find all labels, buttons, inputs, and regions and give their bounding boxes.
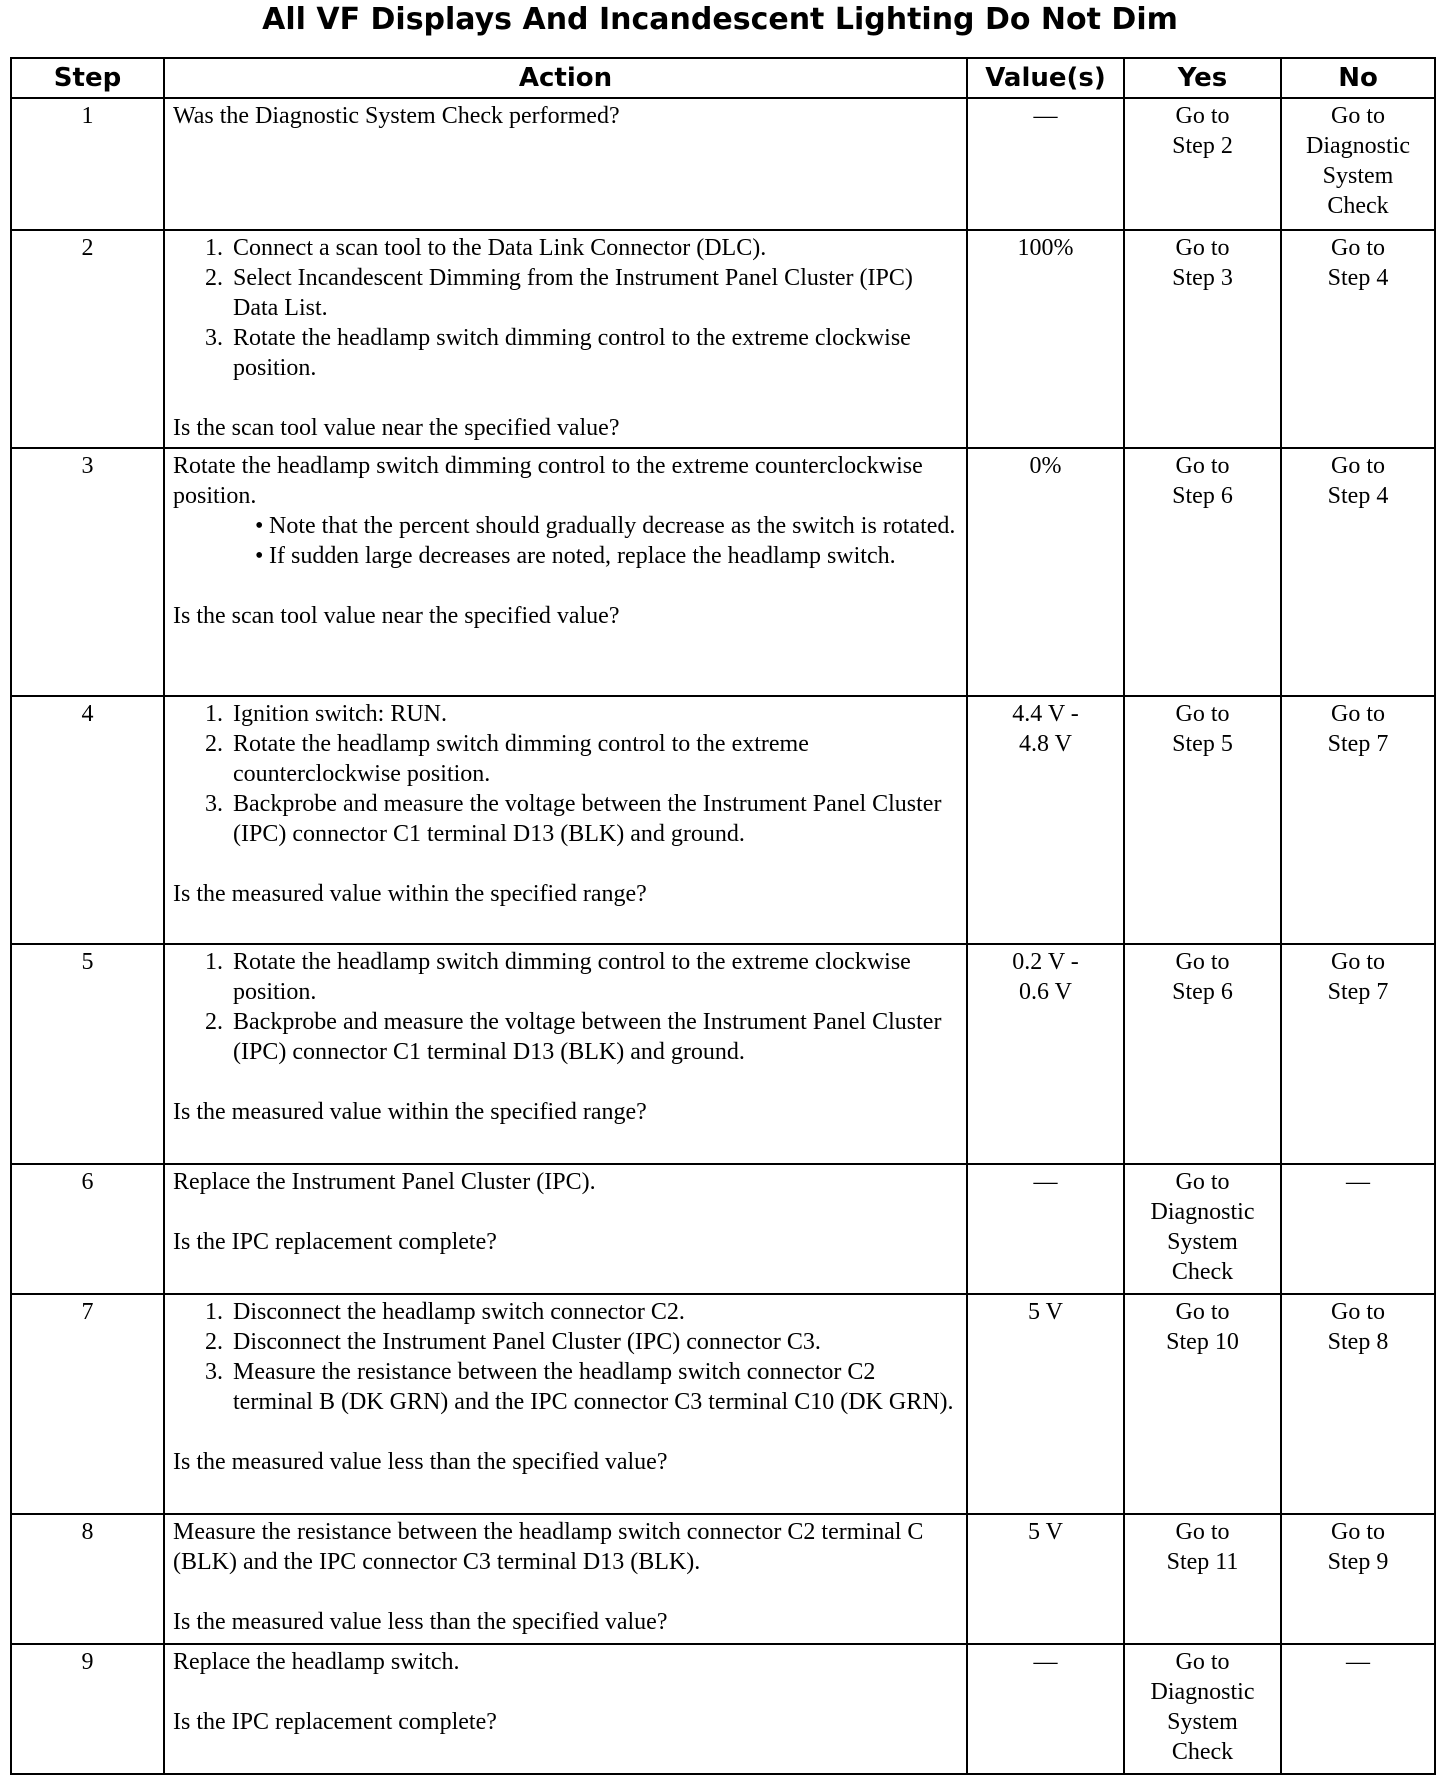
table-row [11, 1164, 1435, 1294]
no-cell: — [1281, 1644, 1435, 1774]
value-cell: 100% [967, 230, 1124, 448]
header-values: Value(s) [967, 58, 1124, 98]
value-cell: 5 V [967, 1514, 1124, 1644]
question-text: Is the scan tool value near the specified value? [173, 603, 620, 629]
action-steps-list [173, 1297, 958, 1417]
table-row [11, 448, 1435, 696]
action-cell [164, 944, 967, 1164]
step-number: 2 [11, 230, 164, 448]
no-cell: — [1281, 1164, 1435, 1294]
step-number: 4 [11, 696, 164, 944]
action-text: Measure the resistance between the headlamp switch connector C2 terminal C (BLK) and the IPC connector C3 terminal D13 (BLK). [173, 1519, 924, 1575]
question-text: Is the scan tool value near the specified value? [173, 415, 620, 441]
list-item: 2. Rotate the headlamp switch dimming control to the extreme counterclockwise position. [229, 729, 958, 789]
action-text: Rotate the headlamp switch dimming control to the extreme counterclockwise position. [173, 453, 923, 509]
yes-cell: Go to Diagnostic System Check [1124, 1164, 1281, 1294]
value-cell: — [967, 98, 1124, 230]
header-step: Step [11, 58, 164, 98]
question-text: Is the measured value within the specified range? [173, 1099, 647, 1125]
list-item: 2. Select Incandescent Dimming from the Instrument Panel Cluster (IPC) Data List. [229, 263, 958, 323]
page-title: All VF Displays And Incandescent Lighting Do Not Dim [262, 2, 1178, 37]
yes-cell: Go to Step 2 [1124, 98, 1281, 230]
step-number: 1 [11, 98, 164, 230]
header-row [11, 58, 1435, 98]
list-item: 1. Ignition switch: RUN. [229, 699, 958, 729]
step-number: 8 [11, 1514, 164, 1644]
list-item: 3. Rotate the headlamp switch dimming control to the extreme clockwise position. [229, 323, 958, 383]
step-number: 5 [11, 944, 164, 1164]
yes-cell: Go to Diagnostic System Check [1124, 1644, 1281, 1774]
action-text: Replace the headlamp switch. [173, 1649, 460, 1675]
table-row [11, 230, 1435, 448]
action-text: Was the Diagnostic System Check performed? [173, 103, 620, 129]
action-cell [164, 230, 967, 448]
action-cell [164, 1644, 967, 1774]
action-cell [164, 696, 967, 944]
action-steps-list [173, 947, 958, 1067]
list-item: • If sudden large decreases are noted, replace the headlamp switch. [269, 541, 958, 571]
table-row [11, 1514, 1435, 1644]
value-cell: 0.2 V - 0.6 V [967, 944, 1124, 1164]
list-item: 2. Backprobe and measure the voltage between the Instrument Panel Cluster (IPC) connector C1 terminal D13 (BLK) and ground. [229, 1007, 958, 1067]
table-row [11, 944, 1435, 1164]
action-cell [164, 1164, 967, 1294]
step-number: 6 [11, 1164, 164, 1294]
no-cell: Go to Step 7 [1281, 944, 1435, 1164]
list-item: 1. Disconnect the headlamp switch connector C2. [229, 1297, 958, 1327]
table-row [11, 1644, 1435, 1774]
note-list [173, 511, 958, 571]
action-cell [164, 98, 967, 230]
value-cell: 4.4 V - 4.8 V [967, 696, 1124, 944]
no-cell: Go to Diagnostic System Check [1281, 98, 1435, 230]
step-number: 3 [11, 448, 164, 696]
no-cell: Go to Step 4 [1281, 448, 1435, 696]
table-row [11, 98, 1435, 230]
no-cell: Go to Step 9 [1281, 1514, 1435, 1644]
step-number: 9 [11, 1644, 164, 1774]
value-cell: — [967, 1644, 1124, 1774]
list-item: 1. Connect a scan tool to the Data Link Connector (DLC). [229, 233, 958, 263]
step-number: 7 [11, 1294, 164, 1514]
list-item: • Note that the percent should gradually decrease as the switch is rotated. [269, 511, 958, 541]
no-cell: Go to Step 4 [1281, 230, 1435, 448]
action-steps-list [173, 699, 958, 849]
list-item: 3. Measure the resistance between the headlamp switch connector C2 terminal B (DK GRN) and the IPC connector C3 terminal C10 (DK GRN). [229, 1357, 958, 1417]
yes-cell: Go to Step 5 [1124, 696, 1281, 944]
no-cell: Go to Step 7 [1281, 696, 1435, 944]
yes-cell: Go to Step 6 [1124, 944, 1281, 1164]
table-row [11, 1294, 1435, 1514]
value-cell: 0% [967, 448, 1124, 696]
value-cell: — [967, 1164, 1124, 1294]
question-text: Is the measured value less than the specified value? [173, 1609, 668, 1635]
header-yes: Yes [1124, 58, 1281, 98]
no-cell: Go to Step 8 [1281, 1294, 1435, 1514]
question-text: Is the IPC replacement complete? [173, 1709, 497, 1735]
header-no: No [1281, 58, 1435, 98]
question-text: Is the measured value within the specified range? [173, 881, 647, 907]
value-cell: 5 V [967, 1294, 1124, 1514]
action-cell [164, 1294, 967, 1514]
question-text: Is the measured value less than the specified value? [173, 1449, 668, 1475]
list-item: 2. Disconnect the Instrument Panel Cluster (IPC) connector C3. [229, 1327, 958, 1357]
yes-cell: Go to Step 6 [1124, 448, 1281, 696]
action-steps-list [173, 233, 958, 383]
table-row [11, 696, 1435, 944]
list-item: 3. Backprobe and measure the voltage between the Instrument Panel Cluster (IPC) connector C1 terminal D13 (BLK) and ground. [229, 789, 958, 849]
diagnostic-table [10, 57, 1436, 1775]
action-cell [164, 448, 967, 696]
yes-cell: Go to Step 10 [1124, 1294, 1281, 1514]
yes-cell: Go to Step 11 [1124, 1514, 1281, 1644]
yes-cell: Go to Step 3 [1124, 230, 1281, 448]
header-action: Action [164, 58, 967, 98]
question-text: Is the IPC replacement complete? [173, 1229, 497, 1255]
action-text: Replace the Instrument Panel Cluster (IPC). [173, 1169, 596, 1195]
action-cell [164, 1514, 967, 1644]
list-item: 1. Rotate the headlamp switch dimming control to the extreme clockwise position. [229, 947, 958, 1007]
